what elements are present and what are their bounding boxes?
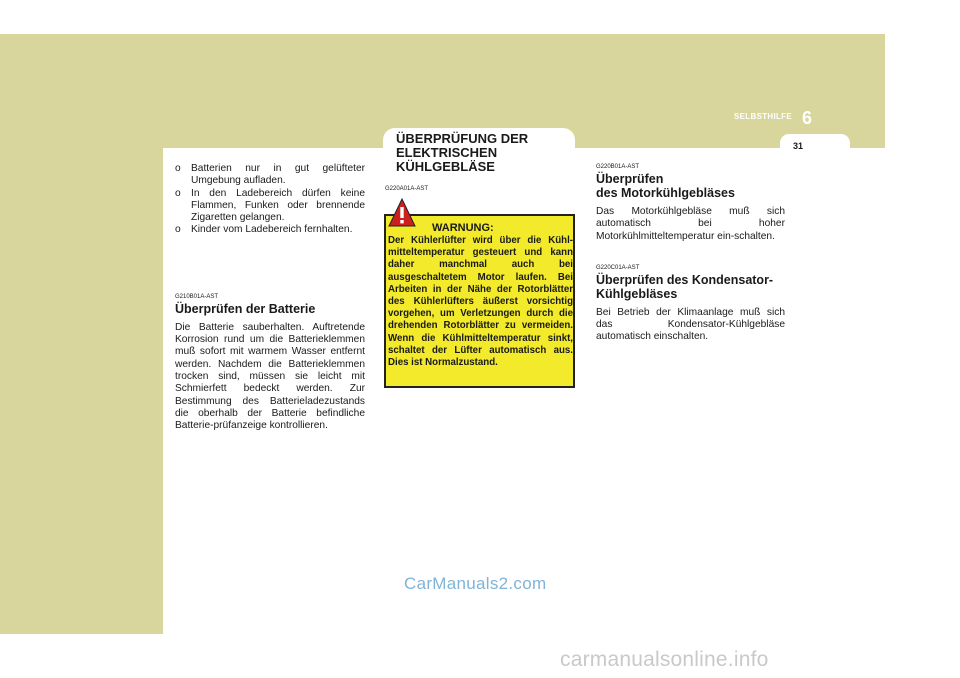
page-number: 31 bbox=[792, 141, 803, 151]
warning-text: Der Kühlerlüfter wird über die Kühl-mitteltemperatur gesteuert und kann daher manchmal auch bei ausgeschaltetem Motor laufen. Bei Arbeiten in der Nähe der Rotorblätter des Kühlerlüfters äußerst vorsichtig vorgehen, um Verletzungen durch die drehenden Rotorblätter zu vermeiden. Wenn die Kühlmitteltemperatur sinkt, schaltet der Lüfter automatisch aus. Dies ist Normalzustand. bbox=[388, 235, 573, 369]
section-title bbox=[396, 132, 566, 174]
battery-heading: Überprüfen der Batterie bbox=[175, 301, 316, 316]
chapter-label: SELBSTHILFE bbox=[734, 112, 792, 121]
warning-title: WARNUNG: bbox=[432, 222, 494, 234]
battery-body-text: Die Batterie sauberhalten. Auftretende Korrosion rund um die Batterieklemmen muß sofort mit warmem Wasser entfernt werden. Nachdem die Batterieklemmen trocken sind, müssen sie leicht mit Schmierfett bedeckt werden. Zur Bestimmung des Batterieladezustands die oberhalb der Batterie befindliche Batterie-prüfanzeige kontrollieren. bbox=[175, 321, 365, 432]
right-column bbox=[596, 163, 785, 344]
section-title-line: ÜBERPRÜFUNG DER bbox=[396, 131, 529, 146]
left-column bbox=[175, 163, 365, 432]
condenser-fan-heading: Überprüfen des Kondensator- Kühlgebläses bbox=[596, 272, 774, 301]
section-title-line: KÜHLGEBLÄSE bbox=[396, 159, 495, 174]
battery-bullet-list bbox=[175, 163, 365, 237]
list-item: o Batterien nur in gut gelüfteter Umgebung aufladen. bbox=[175, 163, 365, 187]
section-code: G220B01A-AST bbox=[596, 164, 640, 170]
list-item: o In den Ladebereich dürfen keine Flammen, Funken oder brennende Zigaretten gelangen. bbox=[175, 187, 365, 224]
watermark-link[interactable]: CarManuals2.com bbox=[404, 574, 547, 593]
condenser-fan-body-text: Bei Betrieb der Klimaanlage muß sich das Kondensator-Kühlgebläse automatisch einschalten. bbox=[596, 306, 785, 343]
list-item: o Kinder vom Ladebereich fernhalten. bbox=[175, 224, 353, 236]
engine-fan-heading: Überprüfen des Motorkühlgebläses bbox=[596, 172, 735, 200]
section-code: G220A01A-AST bbox=[385, 186, 429, 192]
footer-watermark: carmanualsonline.info bbox=[560, 648, 769, 671]
engine-fan-body-text: Das Motorkühlgebläse muß sich automatisch bei hoher Motorkühlmitteltemperatur ein-schalten. bbox=[596, 206, 785, 242]
section-code: G210B01A-AST bbox=[175, 293, 219, 300]
chapter-number: 6 bbox=[801, 108, 812, 128]
section-code: G220C01A-AST bbox=[596, 264, 640, 271]
exclamation-icon bbox=[388, 198, 416, 228]
section-title-line: ELEKTRISCHEN bbox=[396, 145, 498, 160]
